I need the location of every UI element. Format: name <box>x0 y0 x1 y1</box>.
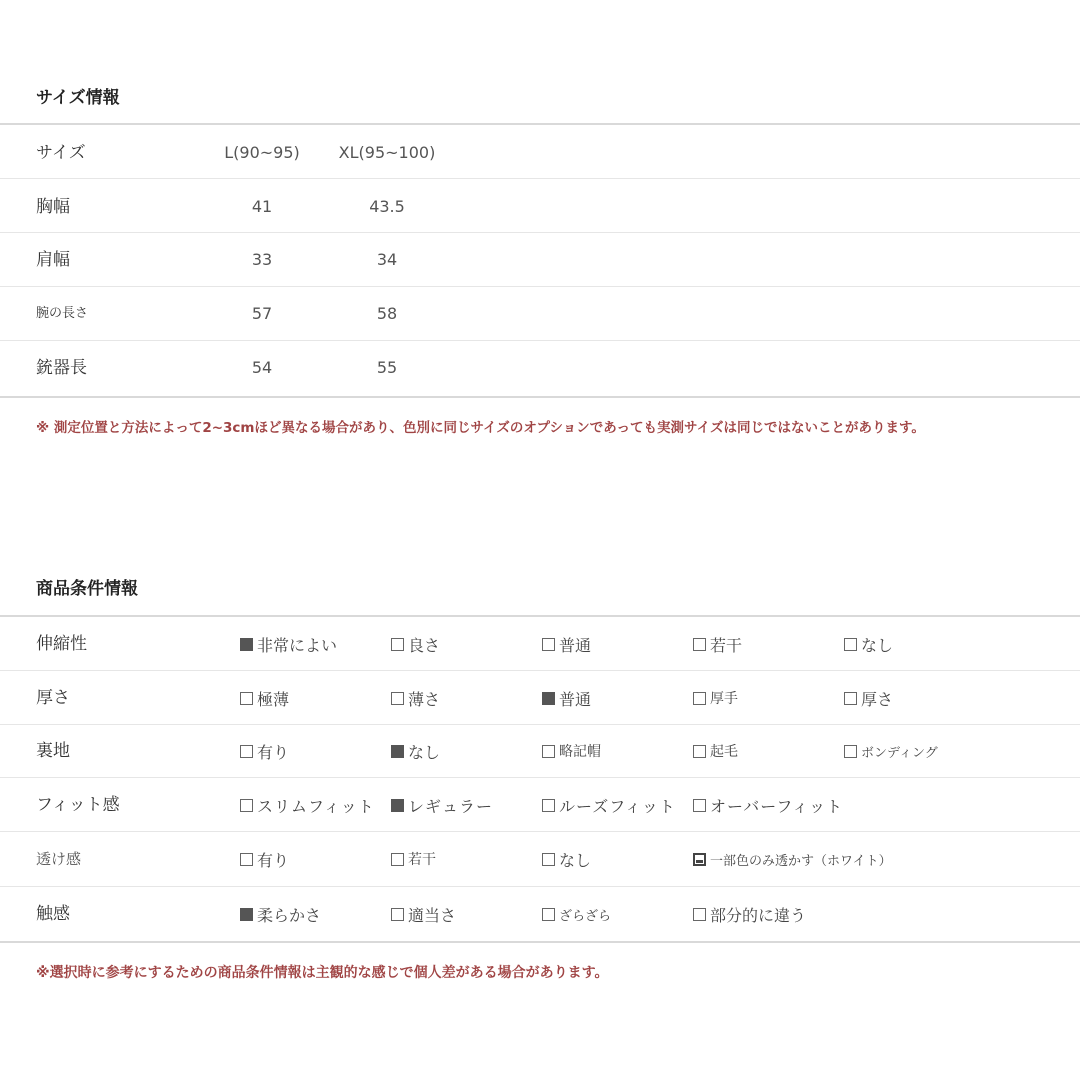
product-info-title: 商品条件情報 <box>36 579 138 599</box>
option-text: 厚さ <box>861 689 894 709</box>
product-note: ※選択時に参考にするための商品条件情報は主観的な感じで個人差がある場合があります。 <box>36 965 609 981</box>
option <box>391 778 493 832</box>
option <box>240 671 289 725</box>
option <box>693 887 806 941</box>
empty-box-icon <box>693 638 706 651</box>
option-text: 有り <box>257 742 290 762</box>
checked-box-icon <box>240 908 253 921</box>
empty-box-icon <box>844 638 857 651</box>
option <box>542 778 676 832</box>
empty-box-icon <box>391 692 404 705</box>
size-header-label: サイズ <box>36 143 86 163</box>
empty-box-icon <box>240 853 253 866</box>
option <box>240 724 289 778</box>
condition-label: 透け感 <box>36 850 82 868</box>
option <box>391 832 436 886</box>
option-text: なし <box>408 742 441 762</box>
size-value-xl: 55 <box>376 358 398 377</box>
option <box>240 832 289 886</box>
option <box>240 887 321 941</box>
option <box>391 617 440 671</box>
condition-row-fit <box>0 778 1080 832</box>
empty-box-icon <box>542 745 555 758</box>
option-text: ボンディング <box>861 745 938 761</box>
option <box>542 832 591 886</box>
option-text: 良さ <box>408 635 441 655</box>
size-header-row <box>0 126 1080 180</box>
empty-box-icon <box>542 853 555 866</box>
empty-box-icon <box>240 799 253 812</box>
option-text: なし <box>559 850 592 870</box>
condition-row-lining <box>0 724 1080 778</box>
option-text: 一部色のみ透かす（ホワイト） <box>710 853 892 869</box>
checked-box-icon <box>240 638 253 651</box>
option-text: 若干 <box>710 635 743 655</box>
option-text: レギュラー <box>408 796 494 816</box>
option-text: 起毛 <box>710 744 738 760</box>
empty-box-icon <box>240 745 253 758</box>
option <box>693 778 843 832</box>
condition-label: 触感 <box>36 904 70 924</box>
empty-box-icon <box>693 799 706 812</box>
size-table-top-border <box>0 123 1080 125</box>
divider <box>0 178 1080 179</box>
checked-box-icon <box>542 692 555 705</box>
option-text: オーバーフィット <box>710 796 844 816</box>
empty-box-icon <box>844 745 857 758</box>
condition-row-thickness <box>0 671 1080 725</box>
option-text: 柔らかさ <box>257 905 322 925</box>
size-row-label: 腕の長さ <box>36 306 89 321</box>
option-text: 部分的に違う <box>710 905 807 925</box>
size-row-label: 肩幅 <box>36 250 70 270</box>
option <box>844 724 938 778</box>
option-text: 普通 <box>559 689 592 709</box>
option-text: ざらざら <box>559 908 612 924</box>
option <box>693 671 738 725</box>
size-row-label: 胸幅 <box>36 197 70 217</box>
size-value-xl: 43.5 <box>369 197 405 216</box>
option-text: 略記帽 <box>559 744 601 760</box>
size-row-length <box>0 341 1080 395</box>
option-text: スリムフィット <box>257 796 375 816</box>
empty-box-icon <box>693 692 706 705</box>
option-text: 薄さ <box>408 689 441 709</box>
option <box>844 671 893 725</box>
size-value-l: 54 <box>251 358 273 377</box>
condition-label: 伸縮性 <box>36 634 87 654</box>
condition-row-texture <box>0 887 1080 941</box>
empty-box-icon <box>693 745 706 758</box>
option <box>542 617 591 671</box>
condition-label: 厚さ <box>36 688 70 708</box>
option <box>693 617 742 671</box>
empty-box-icon <box>693 908 706 921</box>
option-text: 有り <box>257 850 290 870</box>
option <box>240 617 337 671</box>
size-value-l: 33 <box>251 250 273 269</box>
option <box>391 671 440 725</box>
condition-label: 裏地 <box>36 741 70 761</box>
option-text: 適当さ <box>408 905 457 925</box>
option-text: 普通 <box>559 635 592 655</box>
option-text: 非常によい <box>257 635 338 655</box>
size-note: ※ 測定位置と方法によって2~3cmほど異なる場合があり、色別に同じサイズのオプションであっても実測サイズは同じではないことがあります。 <box>36 420 925 436</box>
option <box>542 724 601 778</box>
empty-box-icon <box>240 692 253 705</box>
size-header-xl: XL(95~100) <box>338 143 436 162</box>
option <box>693 724 738 778</box>
condition-label: フィット感 <box>36 795 120 815</box>
empty-box-icon <box>542 908 555 921</box>
empty-box-icon <box>542 799 555 812</box>
option-text: 若干 <box>408 852 436 868</box>
checked-box-icon <box>391 745 404 758</box>
size-header-l: L(90~95) <box>224 143 300 162</box>
option-text: 極薄 <box>257 689 290 709</box>
option <box>391 887 456 941</box>
option-text: なし <box>861 635 894 655</box>
size-row-label: 銃器長 <box>36 358 87 378</box>
size-value-l: 57 <box>251 304 273 323</box>
option <box>240 778 375 832</box>
empty-box-icon <box>542 638 555 651</box>
size-info-title: サイズ情報 <box>36 88 120 108</box>
option <box>844 617 893 671</box>
condition-row-sheerness <box>0 832 1080 886</box>
size-value-l: 41 <box>251 197 273 216</box>
size-row-sleeve <box>0 287 1080 341</box>
option <box>693 832 892 886</box>
empty-box-icon <box>391 853 404 866</box>
size-row-shoulder <box>0 233 1080 287</box>
size-value-xl: 58 <box>376 304 398 323</box>
option <box>542 671 591 725</box>
size-row-chest <box>0 180 1080 234</box>
condition-row-stretch <box>0 617 1080 671</box>
partial-box-icon <box>693 853 706 866</box>
empty-box-icon <box>844 692 857 705</box>
size-value-xl: 34 <box>376 250 398 269</box>
option-text: 厚手 <box>710 691 738 707</box>
option <box>391 724 440 778</box>
empty-box-icon <box>391 908 404 921</box>
empty-box-icon <box>391 638 404 651</box>
checked-box-icon <box>391 799 404 812</box>
size-table-bottom-border <box>0 396 1080 398</box>
option <box>542 887 611 941</box>
product-table-bottom-border <box>0 941 1080 943</box>
option-text: ルーズフィット <box>559 796 676 816</box>
